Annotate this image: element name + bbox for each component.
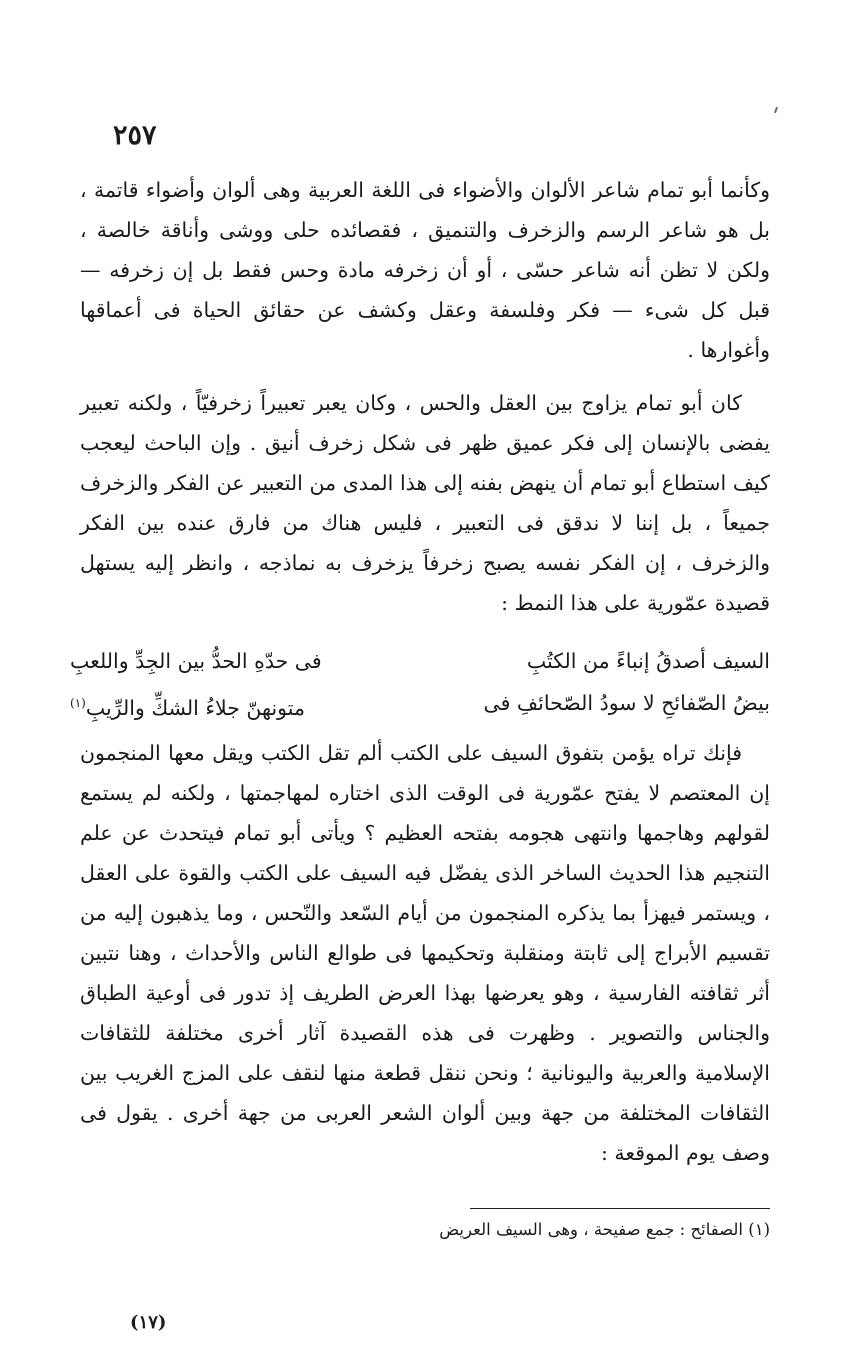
verse-1-first-hemistich: السيف أصدقُ إنباءً من الكتُبِ bbox=[526, 649, 770, 673]
signature-mark: (١٧) bbox=[130, 1312, 167, 1333]
verse-1-second-hemistich bbox=[70, 640, 399, 682]
poem-verses bbox=[70, 640, 770, 724]
verse-2-first-hemistich: بيضُ الصّفائحِ لا سودُ الصّحائفِ فى bbox=[483, 691, 770, 715]
footnote: (١) الصفائح : جمع صفيحة ، وهى السيف العريض bbox=[439, 1220, 770, 1239]
verse-2-second-hemistich bbox=[70, 682, 399, 724]
paragraph-3: فإنك تراه يؤمن بتفوق السيف على الكتب ألم تقل الكتب ويقل معها المنجمون إن المعتصم لا يفتح عمّورية فى الوقت الذى اختاره لمهاجمتها ، ولكنه لم يستمع لقولهم وهاجمها وانتهى هجومه بفتحه العظيم ؟ ويأتى أبو تمام فيتحدث عن علم التنجيم هذا الحديث الساخر الذى يفضّل فيه السيف على الكتب والقوة على العقل ، ويستمر فيهزأ بما يذكره المنجمون من أيام السّعد والنّحس ، وما يذهبون إليه من تقسيم الأبراج إلى ثابتة ومنقلبة وتحكيمها فى طوالع الناس والأحداث ، وهنا نتبين أثر ثقافته الفارسية ، وهو يعرضها بهذا العرض الطريف إذ تدور فى أوعية الطباق والجناس والتصوير . وظهرت فى هذه القصيدة آثار أخرى مختلفة للثقافات الإسلامية والعربية واليونانية ؛ ونحن ننقل قطعة منها لنقف على المزج الغريب بين الثقافات المختلفة من جهة وبين ألوان الشعر العربى من جهة أخرى . يقول فى وصف يوم الموقعة : bbox=[80, 741, 770, 1165]
verse-1 bbox=[70, 640, 770, 682]
paragraph-1: وكأنما أبو تمام شاعر الألوان والأضواء فى اللغة العربية وهى ألوان وأضواء قاتمة ، بل هو شاعر الرسم والزخرف والتنميق ، فقصائده حلى ووشى وأناقة خالصة ، ولكن لا تظن أنه شاعر حسّى ، أو أن زخرفه مادة وحس فقط بل إن زخرفه — قبل كل شىء — فكر وفلسفة وعقل وكشف عن حقائق الحياة فى أعماقها وأغوارها . bbox=[80, 178, 770, 362]
page-number: ٢٥٧ bbox=[113, 120, 157, 151]
scan-speck bbox=[774, 107, 778, 113]
verse-1-second-text: فى حدّهِ الحدُّ بين الجِدِّ واللعبِ bbox=[70, 649, 322, 673]
footnote-reference: (١) bbox=[70, 696, 86, 710]
verse-2 bbox=[70, 682, 770, 724]
verse-2-second-text: متونهنّ جلاءُ الشكِّ والرِّيبِ bbox=[85, 695, 305, 720]
paragraph-2: كان أبو تمام يزاوج بين العقل والحس ، وكان يعبر تعبيراً زخرفيّاً ، ولكنه تعبير يفضى بالإنسان إلى فكر عميق ظهر فى شكل زخرف أنيق . وإن الباحث ليعجب كيف استطاع أبو تمام أن ينهض بفنه إلى هذا المدى من التعبير عن الفكر والزخرف جميعاً ، بل إننا لا ندقق فى التعبير ، فليس هناك من فارق عنده بين الفكر والزخرف ، إن الفكر نفسه يصبح زخرفاً يزخرف به نماذجه ، وانظر إليه يستهل قصيدة عمّورية على هذا النمط : bbox=[80, 391, 770, 615]
footnote-divider bbox=[470, 1208, 770, 1209]
